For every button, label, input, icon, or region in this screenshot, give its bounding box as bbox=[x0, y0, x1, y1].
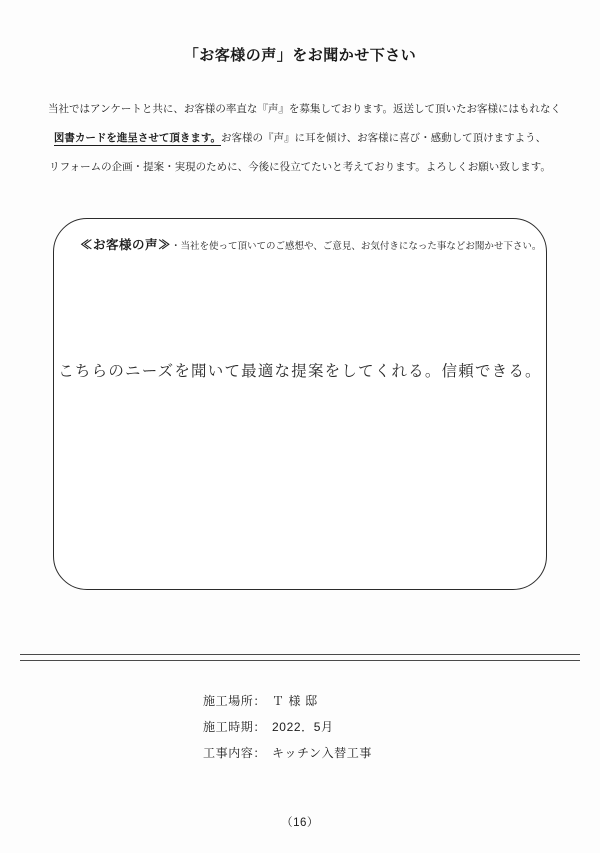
customer-voice-box bbox=[53, 218, 547, 590]
customer-voice-label: ≪お客様の声≫ bbox=[80, 238, 172, 252]
page-number: （16） bbox=[281, 817, 319, 829]
info-key-work: 工事内容： bbox=[203, 746, 267, 760]
customer-voice-header bbox=[80, 235, 542, 253]
customer-voice-text: こちらのニーズを聞いて最適な提案をしてくれる。信頼できる。 bbox=[58, 362, 542, 380]
info-key-location: 施工場所： bbox=[203, 694, 267, 708]
intro-paragraph bbox=[48, 95, 562, 182]
info-value-work: キッチン入替工事 bbox=[272, 746, 372, 760]
intro-line-2 bbox=[48, 124, 552, 153]
info-row-location bbox=[203, 688, 372, 714]
info-value-location: Ｔ 様 邸 bbox=[272, 694, 318, 708]
info-row-work bbox=[203, 740, 372, 766]
intro-line-3: リフォームの企画・提案・実現のために、今後に役立てたいと考えております。よろしくお願い致します。 bbox=[49, 161, 551, 173]
info-value-period: 2022．5月 bbox=[272, 720, 334, 734]
page-title: 「お客様の声」をお聞かせ下さい bbox=[183, 47, 417, 64]
intro-line-2-emphasis: 図書カードを進呈させて頂きます。 bbox=[53, 132, 222, 144]
divider-top bbox=[20, 654, 580, 655]
project-info bbox=[203, 688, 372, 766]
info-key-period: 施工時期： bbox=[203, 720, 267, 734]
intro-line-2-rest: お客様の『声』に耳を傾け、お客様に喜び・感動して頂けますよう、 bbox=[221, 132, 547, 144]
divider-bottom bbox=[20, 660, 580, 661]
info-row-period bbox=[203, 714, 372, 740]
intro-line-1: 当社ではアンケートと共に、お客様の率直な『声』を募集しております。返送して頂いたお客様にはもれなく bbox=[48, 103, 562, 115]
customer-voice-sub: ・当社を使って頂いてのご感想や、ご意見、お気付きになった事などお聞かせ下さい。 bbox=[171, 241, 542, 252]
